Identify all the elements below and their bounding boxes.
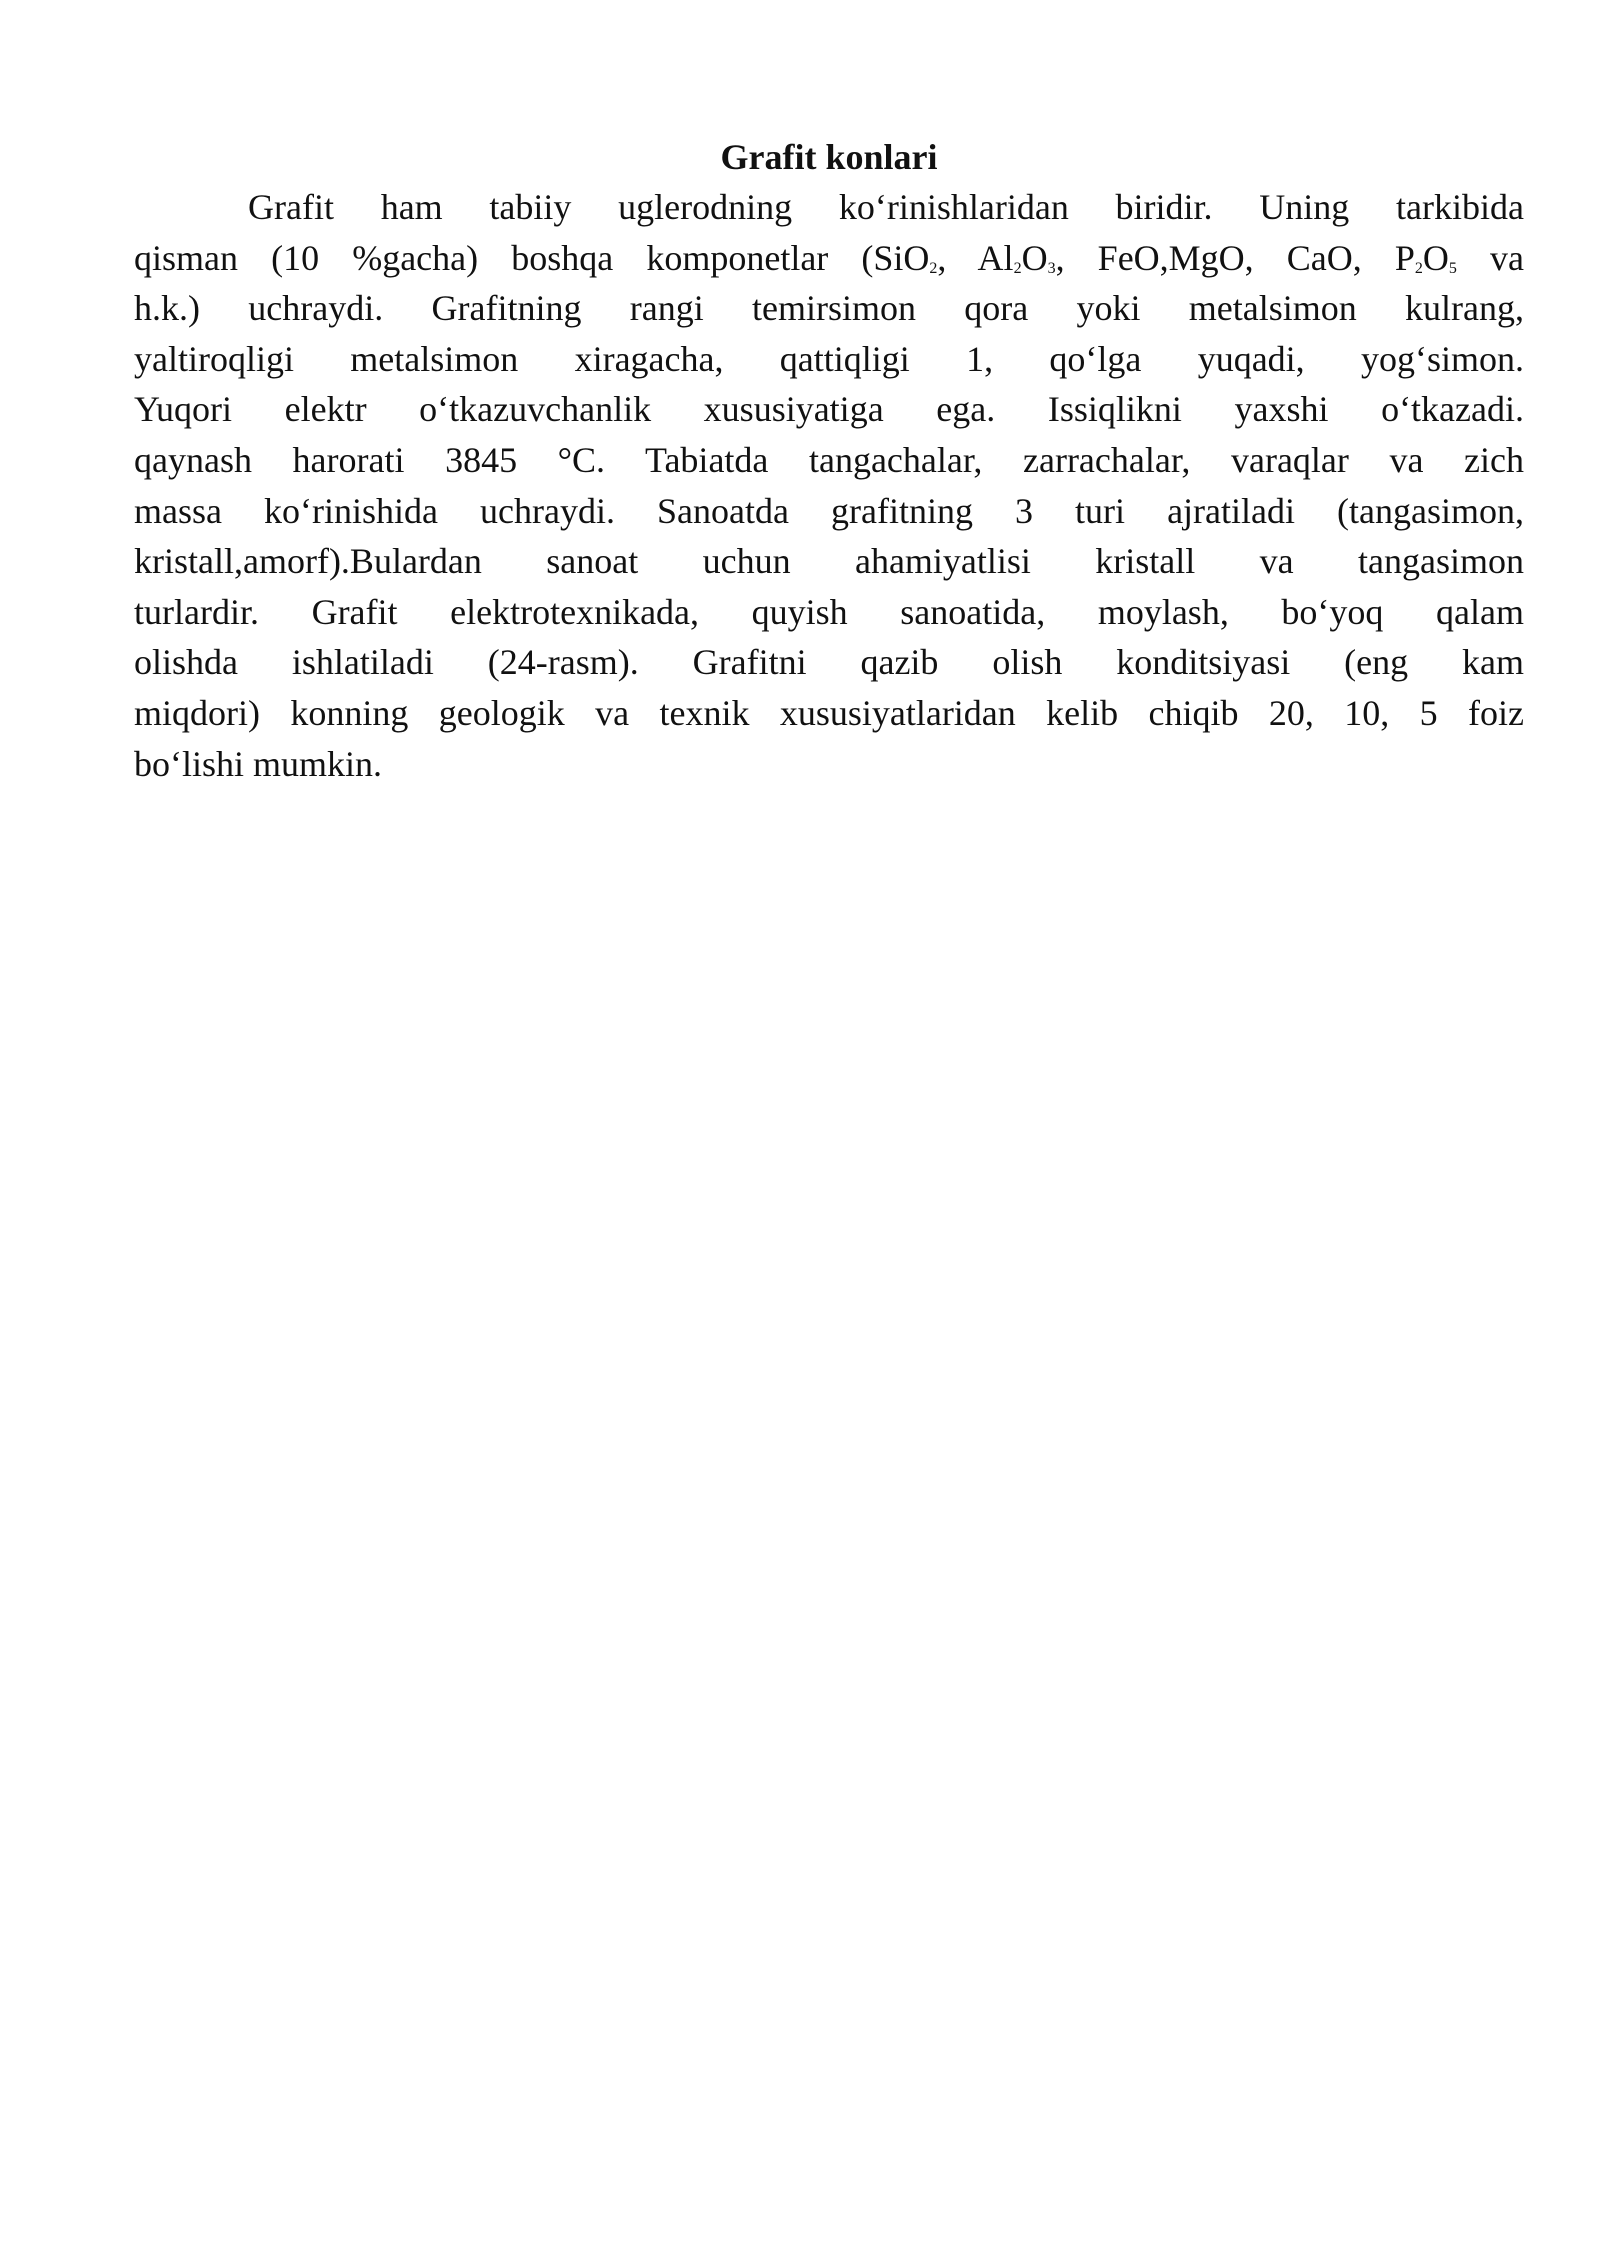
body-paragraph	[134, 182, 1524, 789]
text-run: O	[1422, 237, 1449, 278]
paragraph-line: kristall,amorf).Bulardan sanoat uchun ahamiyatlisi kristall va tangasimon	[134, 541, 1524, 582]
subscript: 2	[1414, 259, 1423, 277]
subscript: 5	[1448, 259, 1457, 277]
paragraph-line: miqdori) konning geologik va texnik xususiyatlaridan kelib chiqib 20, 10, 5 foiz	[134, 692, 1524, 733]
section-title: Grafit konlari	[720, 137, 938, 177]
paragraph-line: h.k.) uchraydi. Grafitning rangi temirsimon qora yoki metalsimon kulrang,	[134, 288, 1524, 329]
text-run: qisman (10 %gacha) boshqa komponetlar (SiO	[134, 237, 930, 278]
text-run: , FeO,MgO, CaO, P	[1055, 237, 1415, 278]
subscript: 3	[1047, 259, 1056, 277]
paragraph-line-formulas	[134, 233, 1524, 284]
document-content	[134, 132, 1524, 789]
subscript: 2	[1013, 259, 1022, 277]
paragraph-line: massa ko‘rinishida uchraydi. Sanoatda grafitning 3 turi ajratiladi (tangasimon,	[134, 490, 1524, 531]
text-run: , Al	[937, 237, 1014, 278]
text-run: va	[1456, 237, 1525, 278]
paragraph-line: bo‘lishi mumkin.	[134, 743, 383, 784]
paragraph-line: Grafit ham tabiiy uglerodning ko‘rinishlaridan biridir. Uning tarkibida	[248, 187, 1524, 227]
paragraph-line: Yuqori elektr o‘tkazuvchanlik xususiyatiga ega. Issiqlikni yaxshi o‘tkazadi.	[134, 389, 1524, 430]
paragraph-line: olishda ishlatiladi (24-rasm). Grafitni qazib olish konditsiyasi (eng kam	[134, 642, 1524, 683]
paragraph-line: turlardir. Grafit elektrotexnikada, quyish sanoatida, moylash, bo‘yoq qalam	[134, 591, 1524, 632]
text-run: O	[1021, 237, 1048, 278]
paragraph-line: yaltiroqligi metalsimon xiragacha, qattiqligi 1, qo‘lga yuqadi, yog‘simon.	[134, 338, 1524, 379]
paragraph-line: qaynash harorati 3845 °C. Tabiatda tangachalar, zarrachalar, varaqlar va zich	[134, 439, 1524, 480]
subscript: 2	[929, 259, 938, 277]
